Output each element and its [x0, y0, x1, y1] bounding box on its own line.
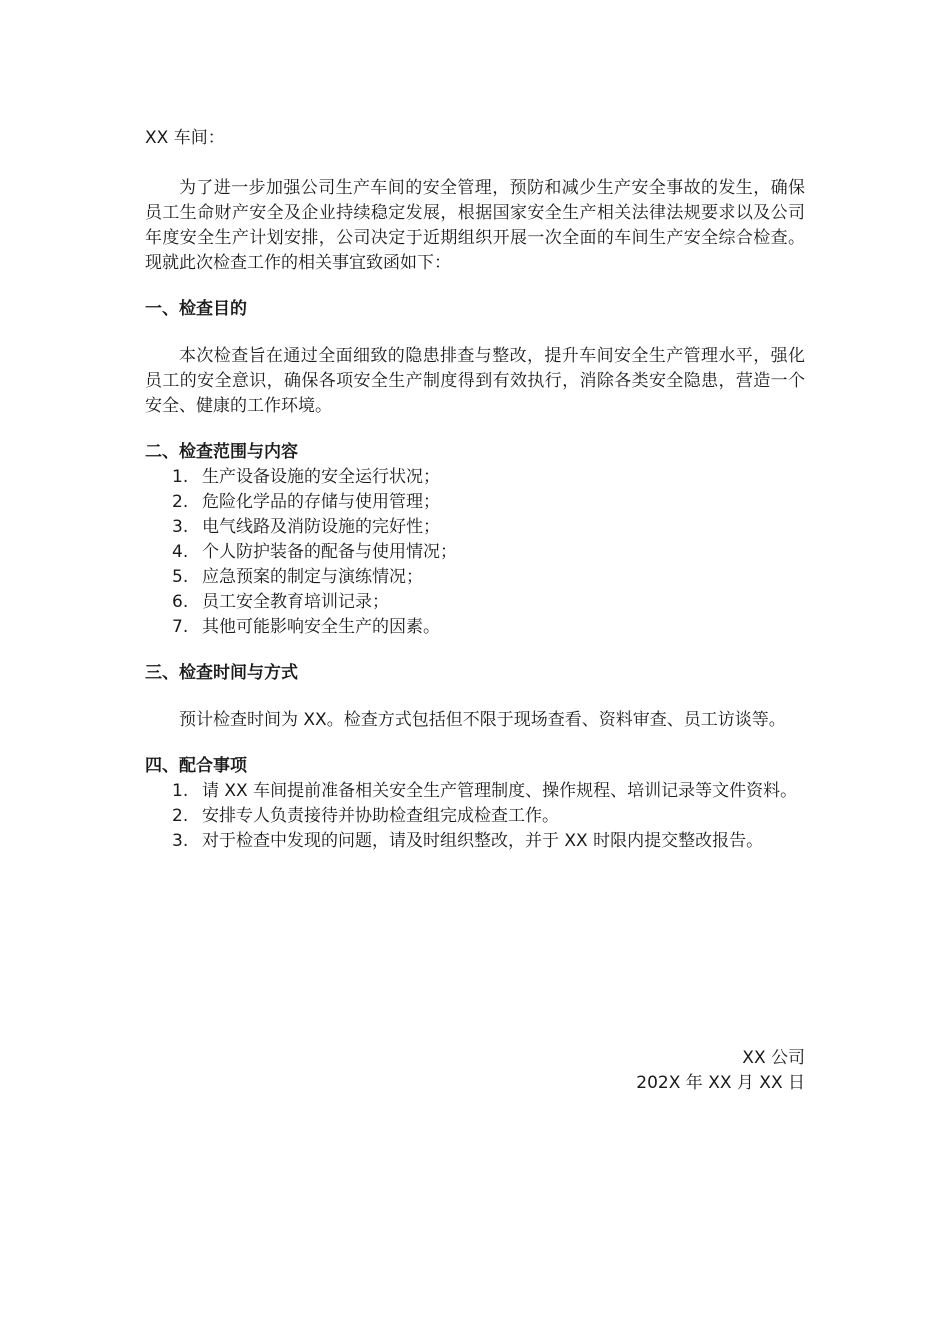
- list-number: 5.: [172, 567, 189, 587]
- salutation: XX 车间：: [145, 128, 225, 148]
- list-number: 6.: [172, 592, 189, 612]
- signature-block: [636, 1046, 805, 1096]
- signature-date: 202X 年 XX 月 XX 日: [636, 1073, 805, 1093]
- list-item: [145, 465, 805, 490]
- list-text: 应急预案的制定与演练情况；: [202, 567, 423, 587]
- section-body-time-method: 预计检查时间为 XX。检查方式包括但不限于现场查看、资料审查、员工访谈等。: [179, 710, 786, 730]
- list-number: 2.: [172, 492, 189, 512]
- list-number: 3.: [172, 831, 189, 851]
- list-item: [145, 565, 805, 590]
- list-number: 2.: [172, 806, 189, 826]
- cooperation-list: [145, 779, 805, 854]
- list-text: 对于检查中发现的问题，请及时组织整改，并于 XX 时限内提交整改报告。: [202, 831, 764, 851]
- list-item: [145, 804, 805, 829]
- list-number: 4.: [172, 542, 189, 562]
- list-number: 1.: [172, 467, 189, 487]
- intro-paragraph: 为了进一步加强公司生产车间的安全管理，预防和减少生产安全事故的发生，确保员工生命财产安全及企业持续稳定发展，根据国家安全生产相关法律法规要求以及公司年度安全生产计划安排，公司决定于近期组织开展一次全面的车间生产安全综合检查。现就此次检查工作的相关事宜致函如下：: [145, 178, 805, 273]
- section-heading-scope: 二、检查范围与内容: [145, 442, 298, 462]
- signature-company: XX 公司: [742, 1048, 805, 1068]
- list-number: 3.: [172, 517, 189, 537]
- list-item: [145, 540, 805, 565]
- list-text: 员工安全教育培训记录；: [202, 592, 389, 612]
- list-text: 个人防护装备的配备与使用情况；: [202, 542, 457, 562]
- section-heading-cooperation: 四、配合事项: [145, 756, 247, 776]
- list-text: 安排专人负责接待并协助检查组完成检查工作。: [202, 806, 559, 826]
- list-text: 危险化学品的存储与使用管理；: [202, 492, 440, 512]
- list-text: 请 XX 车间提前准备相关安全生产管理制度、操作规程、培训记录等文件资料。: [202, 781, 798, 801]
- list-item: [145, 829, 805, 854]
- scope-list: [145, 465, 805, 640]
- list-item: [145, 779, 805, 804]
- section-body-purpose: 本次检查旨在通过全面细致的隐患排查与整改，提升车间安全生产管理水平，强化员工的安全意识，确保各项安全生产制度得到有效执行，消除各类安全隐患，营造一个安全、健康的工作环境。: [145, 346, 805, 416]
- list-text: 其他可能影响安全生产的因素。: [202, 617, 440, 637]
- list-text: 电气线路及消防设施的完好性；: [202, 517, 440, 537]
- list-item: [145, 515, 805, 540]
- list-item: [145, 615, 805, 640]
- section-heading-purpose: 一、检查目的: [145, 299, 247, 319]
- list-item: [145, 490, 805, 515]
- list-item: [145, 590, 805, 615]
- list-text: 生产设备设施的安全运行状况；: [202, 467, 440, 487]
- letter-body: [145, 126, 805, 854]
- list-number: 7.: [172, 617, 189, 637]
- list-number: 1.: [172, 781, 189, 801]
- section-heading-time-method: 三、检查时间与方式: [145, 663, 298, 683]
